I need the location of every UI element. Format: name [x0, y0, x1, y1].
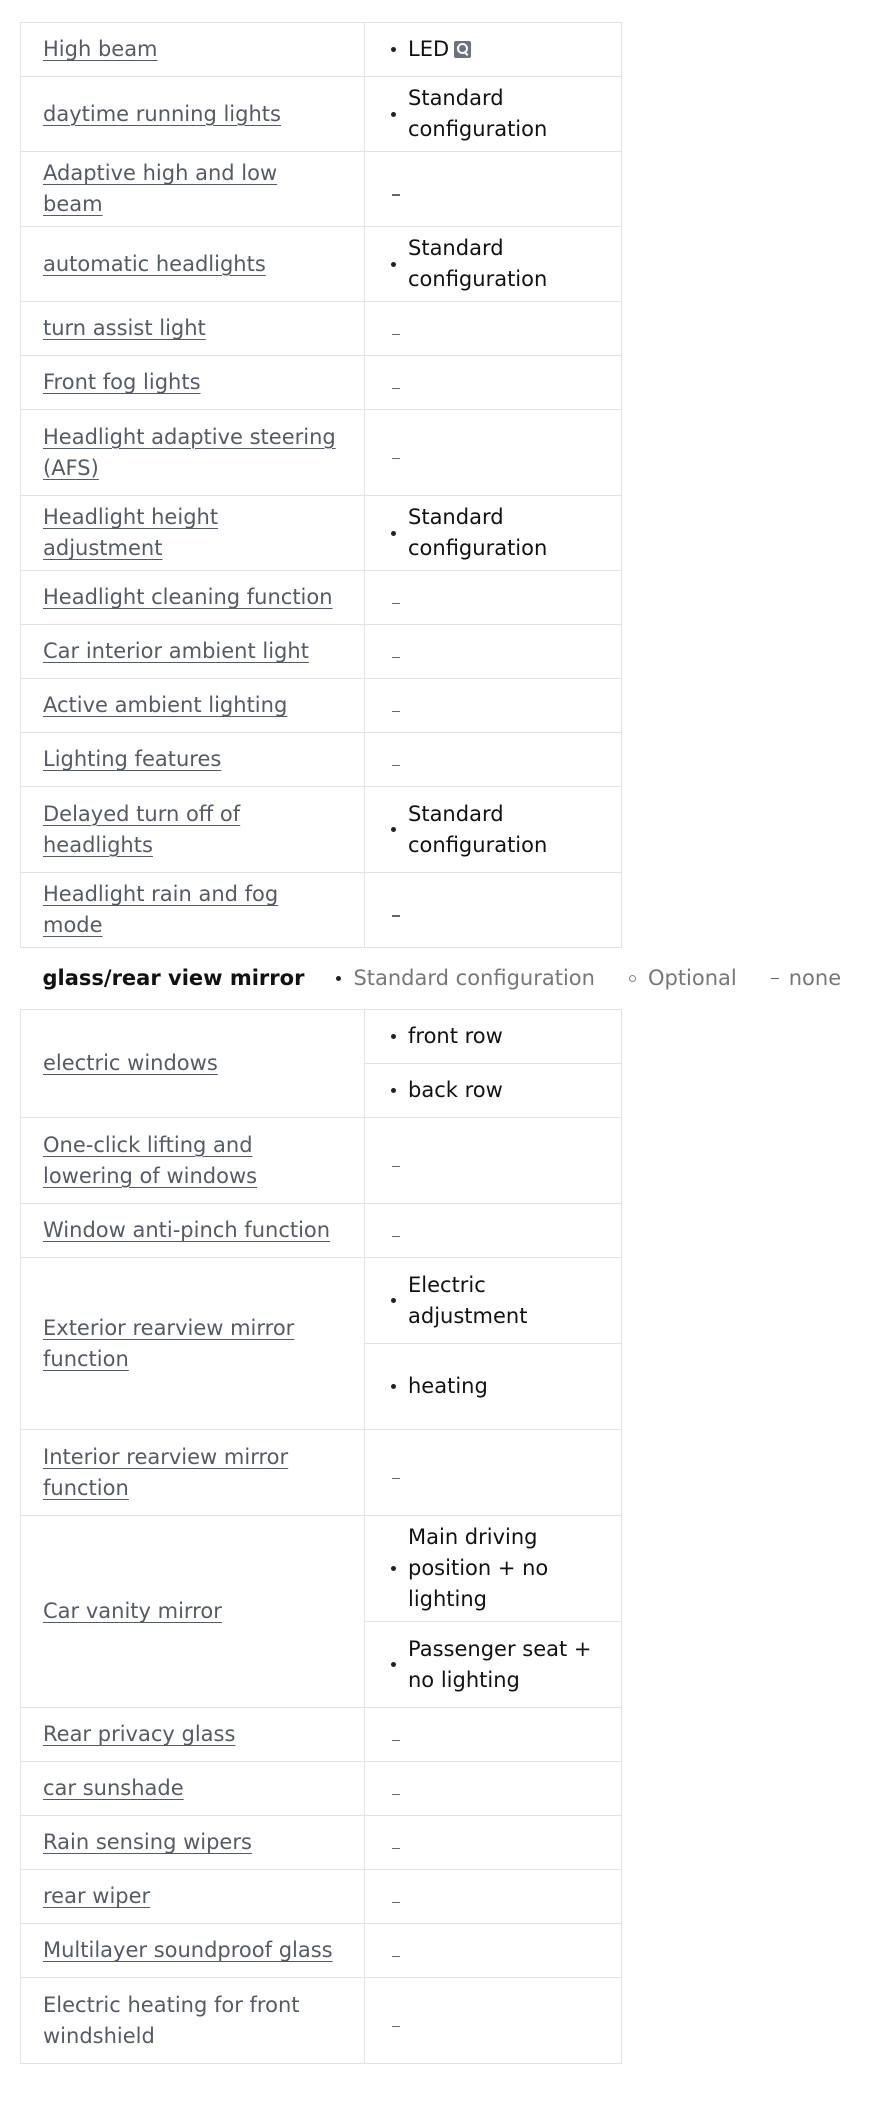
spec-value-text: Standard configuration: [408, 505, 548, 560]
spec-value-cell: [365, 1622, 622, 1708]
spec-link-electric-heating-for-front-windshield: Electric heating for front windshield: [43, 1992, 300, 2048]
table-row: [21, 1516, 622, 1622]
spec-value-cell: [365, 1708, 622, 1762]
spec-link-high-beam[interactable]: High beam: [43, 37, 158, 61]
spec-value-text: Standard configuration: [408, 236, 548, 291]
spec-value-text: Standard configuration: [408, 801, 548, 857]
spec-value-cell: [365, 410, 622, 496]
none-dash-icon: [392, 194, 400, 196]
none-dash-icon: [392, 388, 400, 390]
spec-link-car-interior-ambient-light[interactable]: Car interior ambient light: [43, 639, 309, 663]
spec-value-cell: [365, 679, 622, 733]
spec-label-cell: [21, 1258, 365, 1430]
spec-link-rear-privacy-glass[interactable]: Rear privacy glass: [43, 1722, 236, 1746]
standard-bullet-icon: [391, 1566, 396, 1571]
spec-value: [391, 1270, 599, 1332]
none-dash-icon: [392, 1794, 400, 1796]
none-dash-icon: [392, 1956, 400, 1958]
spec-label-cell: [21, 302, 365, 356]
spec-value-cell: [365, 302, 622, 356]
spec-label-cell: [21, 1204, 365, 1258]
spec-label-cell: [21, 1010, 365, 1118]
spec-link-headlight-rain-and-fog-mode[interactable]: Headlight rain and fog mode: [43, 882, 279, 937]
spec-value-cell: [365, 1430, 622, 1516]
spec-label-cell: [21, 1708, 365, 1762]
spec-label-cell: [21, 1118, 365, 1204]
spec-label-cell: [21, 1516, 365, 1708]
table-row: [21, 571, 622, 625]
spec-value-cell: [365, 1816, 622, 1870]
spec-label-cell: [21, 496, 365, 571]
spec-label-cell: [21, 733, 365, 787]
section-title: glass/rear view mirror: [42, 966, 305, 990]
standard-bullet-icon: [336, 976, 341, 981]
table-row: [21, 410, 622, 496]
spec-value-cell: [365, 496, 622, 571]
spec-value: [391, 1634, 599, 1696]
spec-label-cell: [21, 23, 365, 77]
magnifier-icon[interactable]: [454, 41, 471, 58]
spec-value-cell: [365, 873, 622, 948]
spec-link-car-vanity-mirror[interactable]: Car vanity mirror: [43, 1599, 222, 1623]
table-row: [21, 23, 622, 77]
standard-bullet-icon: [391, 1034, 396, 1039]
none-dash-icon: [392, 458, 400, 460]
spec-link-daytime-running-lights[interactable]: daytime running lights: [43, 101, 281, 126]
table-row: [21, 733, 622, 787]
spec-value-text: LED: [408, 37, 450, 61]
spec-link-front-fog-lights[interactable]: Front fog lights: [43, 370, 201, 394]
spec-value-cell: [365, 1010, 622, 1064]
table-row: [21, 1204, 622, 1258]
spec-value-text: heating: [408, 1374, 488, 1398]
spec-value-cell: [365, 625, 622, 679]
table-row: [21, 1924, 622, 1978]
spec-label-cell: [21, 356, 365, 410]
spec-label-cell: [21, 1870, 365, 1924]
spec-link-car-sunshade[interactable]: car sunshade: [43, 1776, 184, 1800]
section-header-cell: [21, 948, 842, 1010]
none-dash-icon: [392, 1848, 400, 1850]
standard-bullet-icon: [391, 47, 396, 52]
spec-value-cell: [365, 77, 622, 152]
spec-value-text: Main driving position + no lighting: [408, 1525, 549, 1611]
legend-none: [771, 963, 841, 994]
spec-value: [391, 502, 599, 564]
standard-bullet-icon: [391, 112, 396, 117]
none-dash-icon: [392, 334, 400, 336]
table-row: [21, 1978, 622, 2064]
spec-value-cell: [365, 152, 622, 227]
spec-link-delayed-turn-off-of-headlights[interactable]: Delayed turn off of headlights: [43, 801, 241, 857]
table-row: [21, 873, 622, 948]
table-row: [21, 1762, 622, 1816]
spec-value-cell: [365, 1258, 622, 1344]
spec-value-cell: [365, 1762, 622, 1816]
spec-link-turn-assist-light[interactable]: turn assist light: [43, 316, 206, 340]
spec-label-cell: [21, 77, 365, 152]
spec-label-cell: [21, 152, 365, 227]
spec-label-cell: [21, 679, 365, 733]
legend-none-label: none: [788, 966, 842, 990]
spec-value-cell: [365, 1978, 622, 2064]
spec-link-interior-rearview-mirror-function[interactable]: Interior rearview mirror function: [43, 1444, 289, 1500]
none-dash-icon: [392, 915, 400, 917]
none-dash-icon: [392, 1166, 400, 1168]
spec-link-lighting-features[interactable]: Lighting features: [43, 747, 222, 771]
spec-value: [391, 34, 599, 65]
legend-optional: [629, 963, 737, 994]
spec-value-cell: [365, 787, 622, 873]
table-row: [21, 679, 622, 733]
table-row: [21, 625, 622, 679]
none-dash-icon: [392, 1902, 400, 1904]
table-row: [21, 1010, 622, 1064]
standard-bullet-icon: [391, 1384, 396, 1389]
spec-value-cell: [365, 1344, 622, 1430]
spec-value: [391, 1021, 599, 1052]
table-row: [21, 77, 622, 152]
spec-label-cell: [21, 410, 365, 496]
legend: [336, 963, 875, 994]
none-dash-icon: [392, 657, 400, 659]
spec-value-text: Passenger seat + no lighting: [408, 1636, 592, 1692]
spec-label-cell: [21, 787, 365, 873]
spec-value-cell: [365, 227, 622, 302]
spec-label-cell: [21, 625, 365, 679]
optional-ring-icon: [629, 975, 636, 982]
spec-value-cell: [365, 571, 622, 625]
spec-link-electric-windows[interactable]: electric windows: [43, 1051, 218, 1075]
spec-link-rear-wiper[interactable]: rear wiper: [43, 1884, 151, 1908]
section-header: [21, 948, 842, 1009]
spec-value-text: front row: [408, 1024, 503, 1048]
spec-value-cell: [365, 23, 622, 77]
spec-label-cell: [21, 1816, 365, 1870]
none-dash-icon: [771, 978, 779, 980]
spec-value-cell: [365, 733, 622, 787]
table-row: [21, 152, 622, 227]
spec-value-text: Electric adjustment: [408, 1272, 528, 1328]
spec-link-headlight-adaptive-steering-afs[interactable]: Headlight adaptive steering (AFS): [43, 424, 336, 480]
none-dash-icon: [392, 765, 400, 767]
spec-value: [391, 83, 599, 145]
table-row: [21, 1708, 622, 1762]
spec-value-text: Standard configuration: [408, 86, 548, 141]
standard-bullet-icon: [391, 531, 396, 536]
spec-value-cell: [365, 1204, 622, 1258]
standard-bullet-icon: [391, 262, 396, 267]
spec-link-headlight-height-adjustment[interactable]: Headlight height adjustment: [43, 505, 219, 560]
table-row: [21, 1430, 622, 1516]
spec-table: [20, 22, 842, 2064]
table-row: [21, 1870, 622, 1924]
spec-link-rain-sensing-wipers[interactable]: Rain sensing wipers: [43, 1830, 252, 1854]
spec-label-cell: [21, 227, 365, 302]
spec-link-headlight-cleaning-function[interactable]: Headlight cleaning function: [43, 585, 333, 609]
spec-link-one-click-lifting-and-lowering-of-windows[interactable]: One-click lifting and lowering of windows: [43, 1132, 258, 1188]
spec-value-cell: [365, 1118, 622, 1204]
table-row: [21, 787, 622, 873]
spec-value-cell: [365, 1516, 622, 1622]
spec-label-cell: [21, 1924, 365, 1978]
none-dash-icon: [392, 1236, 400, 1238]
spec-label-cell: [21, 873, 365, 948]
standard-bullet-icon: [391, 1662, 396, 1667]
none-dash-icon: [392, 711, 400, 713]
spec-value-cell: [365, 1924, 622, 1978]
table-row: [21, 496, 622, 571]
standard-bullet-icon: [391, 827, 396, 832]
none-dash-icon: [392, 603, 400, 605]
none-dash-icon: [392, 1740, 400, 1742]
table-row: [21, 1816, 622, 1870]
spec-link-adaptive-high-and-low-beam[interactable]: Adaptive high and low beam: [43, 161, 278, 216]
spec-link-multilayer-soundproof-glass[interactable]: Multilayer soundproof glass: [43, 1938, 333, 1962]
legend-standard-label: Standard configuration: [353, 966, 595, 990]
none-dash-icon: [392, 1478, 400, 1480]
spec-link-window-anti-pinch-function[interactable]: Window anti-pinch function: [43, 1218, 331, 1242]
spec-link-active-ambient-lighting[interactable]: Active ambient lighting: [43, 693, 288, 717]
spec-value-cell: [365, 1870, 622, 1924]
standard-bullet-icon: [391, 1088, 396, 1093]
spec-value-text: back row: [408, 1078, 503, 1102]
spec-value: [391, 1075, 599, 1106]
spec-label-cell: [21, 1762, 365, 1816]
table-row: [21, 1118, 622, 1204]
spec-value: [391, 799, 599, 861]
table-row: [21, 302, 622, 356]
table-row: [21, 227, 622, 302]
spec-value: [391, 233, 599, 295]
standard-bullet-icon: [391, 1298, 396, 1303]
legend-optional-label: Optional: [647, 966, 737, 990]
spec-label-cell: [21, 1978, 365, 2064]
spec-value-cell: [365, 1064, 622, 1118]
spec-value-cell: [365, 356, 622, 410]
spec-value: [391, 1371, 599, 1402]
section-header-row: [21, 948, 622, 1010]
spec-label-cell: [21, 571, 365, 625]
table-row: [21, 356, 622, 410]
table-row: [21, 1258, 622, 1344]
none-dash-icon: [392, 2026, 400, 2028]
spec-value: [391, 1522, 599, 1615]
spec-label-cell: [21, 1430, 365, 1516]
legend-standard: [336, 963, 595, 994]
spec-link-automatic-headlights[interactable]: automatic headlights: [43, 251, 266, 276]
spec-link-exterior-rearview-mirror-function[interactable]: Exterior rearview mirror function: [43, 1315, 295, 1371]
